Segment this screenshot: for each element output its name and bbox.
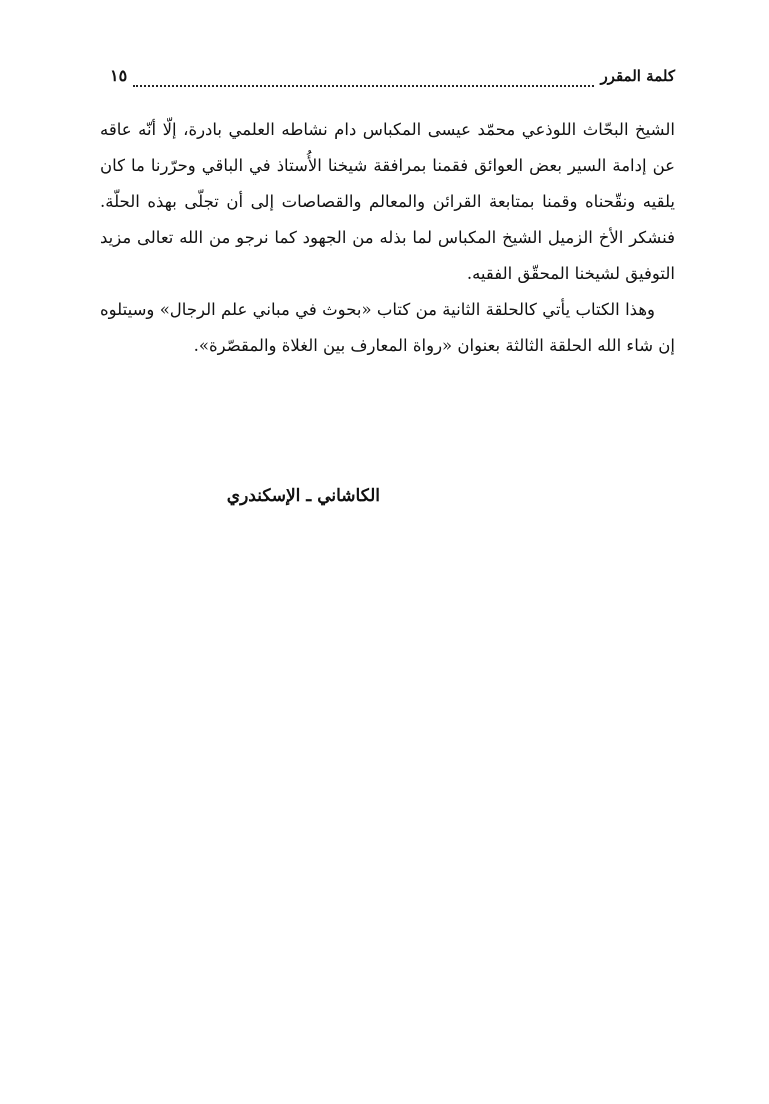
signature: الكاشاني ـ الإسكندري [226, 486, 380, 506]
body-text [100, 112, 675, 364]
running-head-title: كلمة المقرر [600, 67, 675, 85]
page-number: ١٥ [110, 66, 128, 85]
running-head [110, 66, 675, 94]
paragraph-1: الشيخ البحّاث اللوذعي محمّد عيسى المكباس دام نشاطه العلمي بادرة، إلّا أنّه عاقه عن إدامة السير بعض العوائق فقمنا بمرافقة شيخنا الأُستاذ في الباقي وحرّرنا ما كان يلقيه ونقّحناه وقمنا بمتابعة القرائن والمعالم والقصاصات إلى أن تجلّى بهذه الحلّة. فنشكر الأخ الزميل الشيخ المكباس لما بذله من الجهود كما نرجو من الله تعالى مزيد التوفيق لشيخنا المحقّق الفقيه. [100, 120, 675, 283]
running-head-leader-dots [133, 73, 594, 87]
paragraph-2: وهذا الكتاب يأتي كالحلقة الثانية من كتاب «بحوث في مباني علم الرجال» وسيتلوه إن شاء الله الحلقة الثالثة بعنوان «رواة المعارف بين الغلاة والمقصّرة». [100, 300, 675, 355]
